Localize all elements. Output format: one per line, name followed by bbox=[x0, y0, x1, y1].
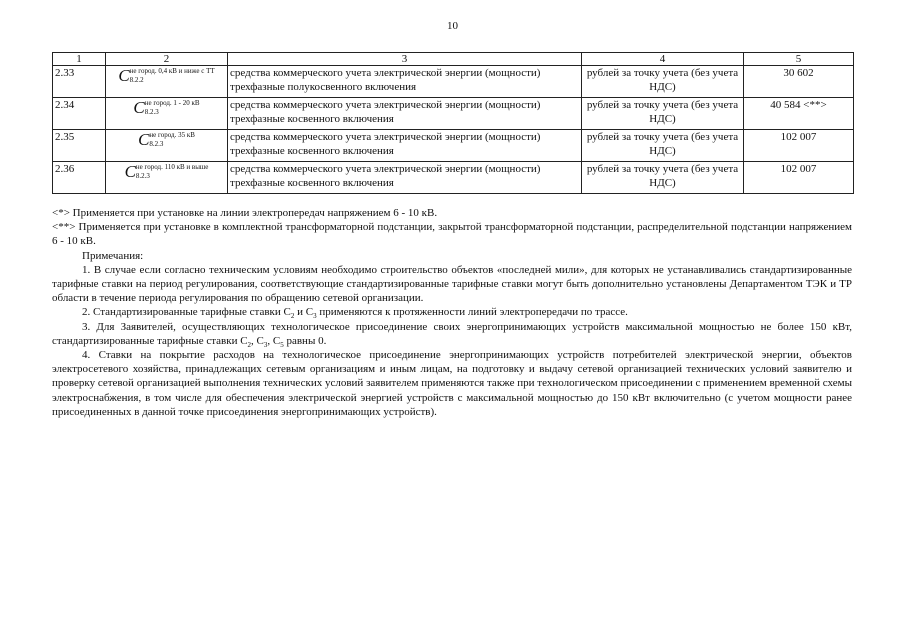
note-3-sub: 5 bbox=[280, 341, 284, 350]
note-2 bbox=[52, 305, 852, 319]
note-2-sub: 2 bbox=[290, 312, 295, 321]
column-header: 2 bbox=[106, 53, 228, 66]
note-2-sub: 3 bbox=[313, 312, 317, 321]
row-description: средства коммерческого учета электрической энергии (мощности) трехфазные полукосвенного включения bbox=[228, 66, 582, 98]
symbol-superscript: не город. 35 кВ bbox=[149, 131, 195, 139]
note-3-sub: 2 bbox=[247, 341, 252, 350]
note-3-text: , C bbox=[251, 334, 264, 347]
symbol-letter: C bbox=[133, 98, 145, 117]
rate-symbol bbox=[106, 98, 228, 130]
table-row bbox=[53, 66, 854, 98]
rate-symbol bbox=[106, 66, 228, 98]
footnote-1: <*> Применяется при установке на линии электропередач напряжением 6 - 10 кВ. bbox=[52, 207, 438, 219]
row-number: 2.33 bbox=[53, 66, 106, 98]
note-3-text: равны 0. bbox=[283, 334, 327, 347]
note-2-text: применяются к протяженности линий электропередачи по трассе. bbox=[316, 306, 628, 319]
symbol-superscript: не город. 1 - 20 кВ bbox=[144, 99, 200, 107]
symbol-letter: C bbox=[118, 66, 130, 85]
symbol-subscript: 8.2.3 bbox=[135, 172, 150, 180]
note-3 bbox=[52, 320, 852, 348]
note-3-sub: 3 bbox=[263, 341, 268, 350]
row-value: 40 584 <**> bbox=[744, 98, 854, 130]
symbol-letter: C bbox=[138, 130, 150, 149]
column-header: 3 bbox=[228, 53, 582, 66]
note-1: 1. В случае если согласно техническим условиям необходимо строительство объектов «последней мили», для которых не устанавливались стандартизированные тарифные ставки на период регулирования, соответствующие стандартизированные тарифные ставки могут быть дополнительно установлены Департаментом ТЭК и ТР области в течение периода регулирования по обращению сетевой организации. bbox=[52, 263, 852, 305]
column-header: 5 bbox=[744, 53, 854, 66]
notes-section bbox=[52, 206, 852, 419]
row-unit: рублей за точку учета (без учета НДС) bbox=[582, 162, 744, 194]
symbol-superscript: не город. 0,4 кВ и ниже с ТТ bbox=[129, 67, 215, 75]
symbol-superscript: не город. 110 кВ и выше bbox=[135, 163, 209, 171]
note-3-text: 3. Для Заявителей, осуществляющих технологическое присоединение своих энергопринимающих устройств максимальной мощностью не более 150 кВт, стандартизированные тарифные ставки C bbox=[52, 320, 852, 347]
rate-symbol bbox=[106, 130, 228, 162]
table-row bbox=[53, 130, 854, 162]
row-unit: рублей за точку учета (без учета НДС) bbox=[582, 130, 744, 162]
column-header: 4 bbox=[582, 53, 744, 66]
rate-symbol bbox=[106, 162, 228, 194]
note-4: 4. Ставки на покрытие расходов на технологическое присоединение энергопринимающих устройств потребителей электрической энергии, объектов электросетевого хозяйства, принадлежащих сетевым организациям и иным лицам, на подготовку и выдачу сетевой организацией технических условий заявителю и проверку сетевой организацией выполнения технических условий заявителем применяются также при технологическом присоединении с применением временной схемы электроснабжения, в том числе для обеспечения электрической энергией устройств с максимальной мощностью до 150 кВт включительно (с учетом мощности ранее присоединенных в данной точке присоединения энергопринимающих устройств). bbox=[52, 349, 852, 418]
row-unit: рублей за точку учета (без учета НДС) bbox=[582, 98, 744, 130]
row-value: 102 007 bbox=[744, 162, 854, 194]
table-row bbox=[53, 162, 854, 194]
symbol-subscript: 8.2.3 bbox=[149, 140, 164, 148]
page-number: 10 bbox=[447, 20, 458, 32]
row-value: 102 007 bbox=[744, 130, 854, 162]
row-description: средства коммерческого учета электрической энергии (мощности) трехфазные косвенного включения bbox=[228, 130, 582, 162]
symbol-subscript: 8.2.3 bbox=[144, 108, 159, 116]
table-header-row bbox=[53, 53, 854, 66]
row-value: 30 602 bbox=[744, 66, 854, 98]
note-2-text: 2. Стандартизированные тарифные ставки C bbox=[82, 306, 291, 319]
tariff-table bbox=[52, 52, 854, 194]
row-unit: рублей за точку учета (без учета НДС) bbox=[582, 66, 744, 98]
symbol-subscript: 8.2.2 bbox=[129, 76, 144, 84]
row-description: средства коммерческого учета электрической энергии (мощности) трехфазные косвенного включения bbox=[228, 98, 582, 130]
row-number: 2.35 bbox=[53, 130, 106, 162]
footnote-2: <**> Применяется при установке в комплектной трансформаторной подстанции, закрытой трансформаторной подстанции, распределительной подстанции напряжением 6 - 10 кВ. bbox=[52, 221, 852, 248]
symbol-letter: C bbox=[124, 162, 136, 181]
note-3-text: , C bbox=[267, 334, 281, 347]
row-number: 2.34 bbox=[53, 98, 106, 130]
table-row bbox=[53, 98, 854, 130]
row-number: 2.36 bbox=[53, 162, 106, 194]
row-description: средства коммерческого учета электрической энергии (мощности) трехфазные косвенного включения bbox=[228, 162, 582, 194]
column-header: 1 bbox=[53, 53, 106, 66]
notes-heading: Примечания: bbox=[82, 249, 144, 262]
note-2-text: и C bbox=[294, 306, 314, 319]
